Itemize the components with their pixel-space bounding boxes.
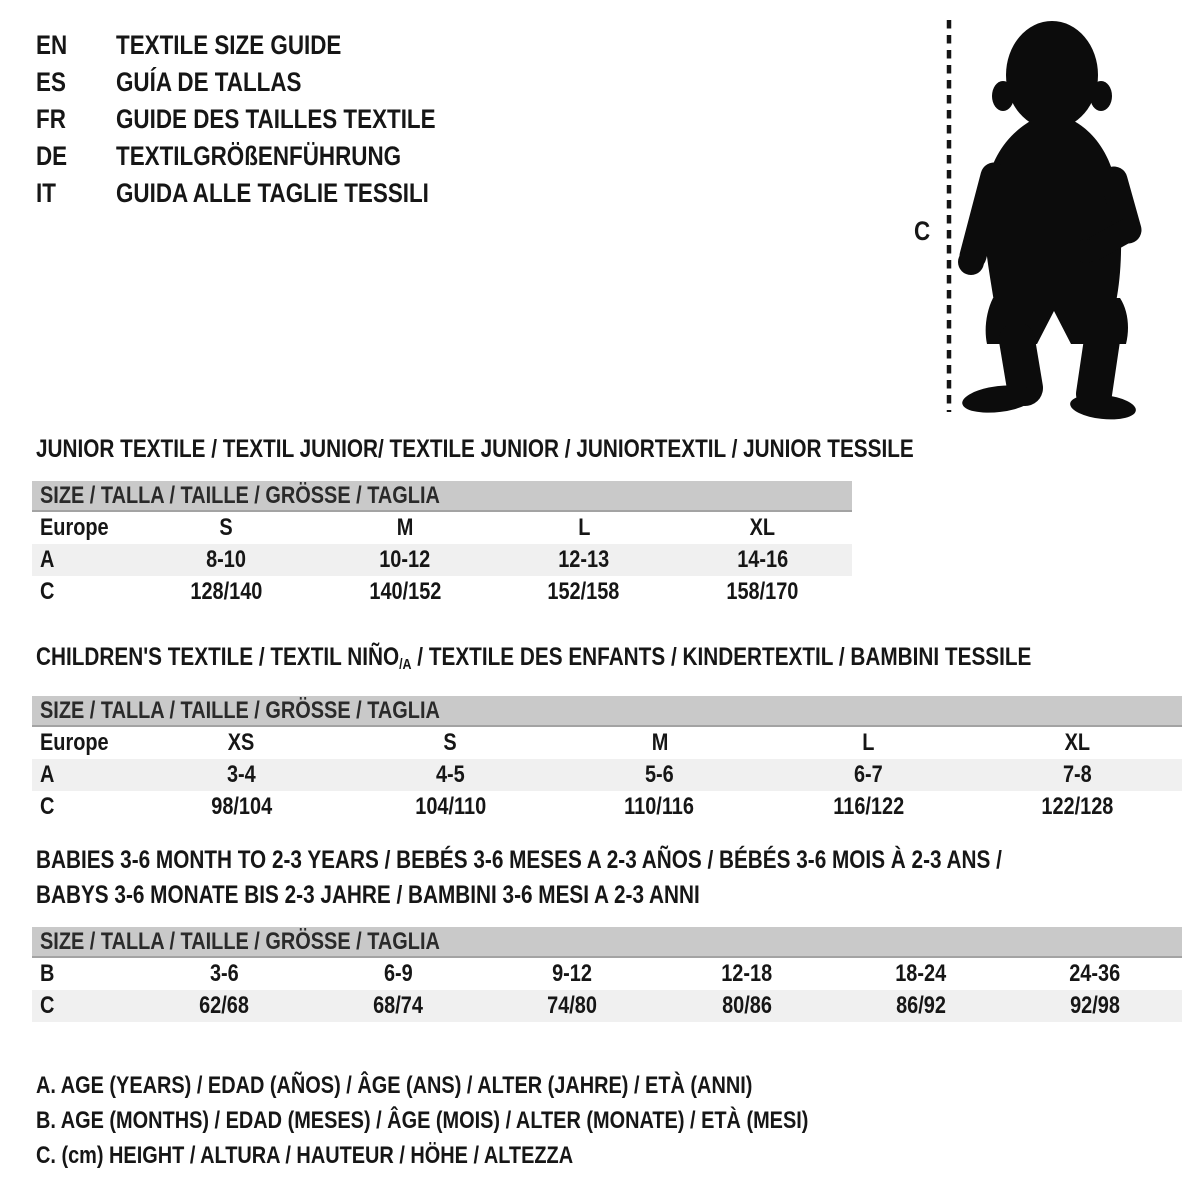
table-cell-value: 152/158 bbox=[547, 578, 620, 605]
size-table-children bbox=[32, 696, 1182, 823]
table-cell-value: S bbox=[219, 514, 234, 541]
table-cell-value: 9-12 bbox=[552, 960, 593, 987]
measurement-legend bbox=[36, 1068, 967, 1173]
row-label-text: Europe bbox=[40, 729, 109, 757]
language-guide-title: TEXTILE SIZE GUIDE bbox=[116, 30, 342, 60]
table-cell bbox=[485, 992, 659, 1020]
table-cell-value: 3-4 bbox=[227, 761, 256, 789]
table-cell-value: 5-6 bbox=[645, 761, 674, 789]
table-cell bbox=[137, 960, 311, 988]
table-cell-value: 7-8 bbox=[1063, 761, 1092, 789]
table-cell-value: 140/152 bbox=[369, 578, 442, 605]
table-cell bbox=[137, 992, 311, 1020]
table-cell bbox=[495, 514, 674, 542]
row-label bbox=[32, 992, 137, 1020]
title-segment: BABIES 3-6 MONTH TO 2-3 YEARS / BEBÉS 3-6 MESES A 2-3 AÑOS / BÉBÉS 3-6 MOIS À 2-3 ANS / bbox=[36, 846, 1002, 874]
legend-line-text: A. AGE (YEARS) / EDAD (AÑOS) / ÂGE (ANS) / ALTER (JAHRE) / ETÀ (ANNI) bbox=[36, 1072, 753, 1099]
table-row bbox=[32, 727, 1182, 759]
table-cell-value: 62/68 bbox=[199, 992, 250, 1019]
table-row bbox=[32, 958, 1182, 990]
table-cell-value: XS bbox=[228, 729, 255, 757]
section-title bbox=[36, 878, 1182, 913]
table-cell-value: 86/92 bbox=[895, 992, 946, 1019]
language-row-en bbox=[36, 27, 501, 64]
language-guide-title: GUIDE DES TAILLES TEXTILE bbox=[116, 104, 436, 134]
table-cell bbox=[495, 546, 674, 574]
row-label-text: B bbox=[40, 960, 55, 987]
language-code-text: IT bbox=[36, 178, 56, 208]
section-title bbox=[36, 843, 1182, 878]
table-cell bbox=[660, 960, 834, 988]
table-row bbox=[32, 791, 1182, 823]
table-cell-value: 110/116 bbox=[624, 793, 695, 821]
table-cell bbox=[311, 992, 485, 1020]
table-row bbox=[32, 544, 852, 576]
row-label bbox=[32, 793, 137, 821]
table-cell bbox=[137, 729, 346, 757]
section-babies bbox=[32, 843, 1182, 1022]
table-cell bbox=[1008, 992, 1182, 1020]
size-table-babies bbox=[32, 927, 1182, 1022]
table-cell-value: 92/98 bbox=[1069, 992, 1120, 1019]
row-label bbox=[32, 514, 137, 542]
table-cell bbox=[555, 761, 764, 789]
language-code bbox=[36, 141, 116, 172]
table-row bbox=[32, 759, 1182, 791]
table-cell-value: 12-13 bbox=[558, 546, 610, 573]
size-table-junior bbox=[32, 481, 852, 608]
table-cell bbox=[973, 793, 1182, 821]
language-code bbox=[36, 104, 116, 135]
table-cell bbox=[673, 514, 852, 542]
table-cell bbox=[673, 546, 852, 574]
section-title-text bbox=[36, 878, 700, 913]
table-cell-value: M bbox=[396, 514, 414, 541]
row-label bbox=[32, 960, 137, 988]
table-cell bbox=[764, 761, 973, 789]
section-title-text bbox=[36, 640, 1031, 682]
row-label bbox=[32, 546, 137, 574]
section-title-text bbox=[36, 843, 1002, 878]
height-measure-label bbox=[914, 216, 934, 247]
table-cell bbox=[673, 578, 852, 606]
table-cell-value: XL bbox=[1064, 729, 1091, 757]
table-cell bbox=[764, 729, 973, 757]
table-cell-value: 18-24 bbox=[895, 960, 947, 987]
row-label bbox=[32, 761, 137, 789]
language-row-de bbox=[36, 138, 501, 175]
table-cell bbox=[834, 992, 1008, 1020]
row-label-text: A bbox=[40, 546, 55, 573]
table-cell bbox=[834, 960, 1008, 988]
table-cell-value: 158/170 bbox=[726, 578, 799, 605]
row-label bbox=[32, 729, 137, 757]
legend-line-text: B. AGE (MONTHS) / EDAD (MESES) / ÂGE (MOIS) / ALTER (MONATE) / ETÀ (MESI) bbox=[36, 1107, 809, 1134]
size-header-bar bbox=[32, 696, 1182, 727]
title-segment: / TEXTILE DES ENFANTS / KINDERTEXTIL / BAMBINI TESSILE bbox=[411, 643, 1032, 671]
table-cell bbox=[316, 578, 495, 606]
table-cell bbox=[137, 578, 316, 606]
row-label-text: Europe bbox=[40, 514, 109, 541]
language-row-fr bbox=[36, 101, 501, 138]
table-cell-value: 6-9 bbox=[383, 960, 413, 987]
language-code-text: EN bbox=[36, 30, 68, 60]
table-cell-value: L bbox=[577, 514, 590, 541]
section-title-text bbox=[36, 432, 914, 467]
table-cell bbox=[555, 793, 764, 821]
language-code bbox=[36, 178, 116, 209]
language-guide-title: GUÍA DE TALLAS bbox=[116, 67, 302, 97]
table-cell-value: 74/80 bbox=[547, 992, 598, 1019]
table-cell-value: S bbox=[443, 729, 458, 757]
language-code-text: FR bbox=[36, 104, 66, 134]
section-title bbox=[36, 432, 914, 467]
table-cell bbox=[973, 761, 1182, 789]
table-cell-value: 8-10 bbox=[206, 546, 247, 573]
table-cell-value: 98/104 bbox=[211, 793, 272, 821]
language-code bbox=[36, 30, 116, 61]
size-header-bar bbox=[32, 481, 852, 512]
size-header-text: SIZE / TALLA / TAILLE / GRÖSSE / TAGLIA bbox=[40, 927, 440, 955]
language-code bbox=[36, 67, 116, 98]
row-label-text: C bbox=[40, 578, 55, 605]
height-measure-label-text: C bbox=[914, 216, 931, 246]
table-cell bbox=[555, 729, 764, 757]
section-junior bbox=[32, 432, 914, 608]
table-cell-value: 80/86 bbox=[721, 992, 772, 1019]
table-cell-value: 12-18 bbox=[721, 960, 773, 987]
table-cell-value: 4-5 bbox=[436, 761, 465, 789]
section-children bbox=[32, 640, 1182, 823]
table-row bbox=[32, 990, 1182, 1022]
table-cell-value: 128/140 bbox=[190, 578, 263, 605]
table-cell bbox=[137, 546, 316, 574]
title-segment: JUNIOR TEXTILE / TEXTIL JUNIOR/ TEXTILE JUNIOR / JUNIORTEXTIL / JUNIOR TESSILE bbox=[36, 435, 914, 463]
size-header-text: SIZE / TALLA / TAILLE / GRÖSSE / TAGLIA bbox=[40, 696, 440, 724]
table-cell bbox=[311, 960, 485, 988]
legend-line bbox=[36, 1068, 967, 1103]
table-cell-value: 104/110 bbox=[415, 793, 486, 821]
legend-line bbox=[36, 1103, 967, 1138]
size-header-text: SIZE / TALLA / TAILLE / GRÖSSE / TAGLIA bbox=[40, 481, 440, 509]
table-cell bbox=[764, 793, 973, 821]
table-cell bbox=[495, 578, 674, 606]
measurement-figure bbox=[940, 8, 1152, 420]
table-cell bbox=[316, 546, 495, 574]
table-cell bbox=[485, 960, 659, 988]
title-subscript: /A bbox=[399, 656, 412, 674]
language-guide-title: GUIDA ALLE TAGLIE TESSILI bbox=[116, 178, 429, 208]
legend-line-text: C. (cm) HEIGHT / ALTURA / HAUTEUR / HÖHE / ALTEZZA bbox=[36, 1142, 574, 1169]
language-code-text: ES bbox=[36, 67, 66, 97]
table-cell bbox=[316, 514, 495, 542]
table-cell bbox=[137, 793, 346, 821]
table-cell bbox=[346, 761, 555, 789]
title-segment: BABYS 3-6 MONATE BIS 2-3 JAHRE / BAMBINI 3-6 MESI A 2-3 ANNI bbox=[36, 881, 700, 909]
table-cell-value: L bbox=[862, 729, 875, 757]
table-cell bbox=[137, 761, 346, 789]
table-cell-value: 3-6 bbox=[209, 960, 239, 987]
table-cell-value: 14-16 bbox=[737, 546, 789, 573]
language-row-it bbox=[36, 175, 501, 212]
language-row-es bbox=[36, 64, 501, 101]
toddler-silhouette-icon bbox=[958, 21, 1137, 420]
row-label-text: C bbox=[40, 992, 55, 1019]
table-cell bbox=[973, 729, 1182, 757]
table-cell bbox=[1008, 960, 1182, 988]
row-label-text: C bbox=[40, 793, 55, 821]
table-cell-value: 122/128 bbox=[1041, 793, 1114, 821]
language-guide-title: TEXTILGRÖßENFÜHRUNG bbox=[116, 141, 402, 171]
table-cell-value: 24-36 bbox=[1069, 960, 1121, 987]
table-cell bbox=[660, 992, 834, 1020]
table-cell bbox=[137, 514, 316, 542]
title-segment: CHILDREN'S TEXTILE / TEXTIL NIÑO bbox=[36, 643, 400, 671]
table-cell-value: XL bbox=[749, 514, 776, 541]
table-cell-value: 116/122 bbox=[833, 793, 904, 821]
table-row bbox=[32, 512, 852, 544]
table-cell-value: 6-7 bbox=[854, 761, 883, 789]
section-title bbox=[36, 640, 1182, 682]
row-label bbox=[32, 578, 137, 606]
legend-line bbox=[36, 1138, 967, 1173]
table-cell-value: 10-12 bbox=[379, 546, 431, 573]
language-title-list bbox=[36, 27, 501, 212]
table-cell-value: 68/74 bbox=[373, 992, 424, 1019]
table-cell-value: M bbox=[651, 729, 668, 757]
language-code-text: DE bbox=[36, 141, 68, 171]
table-cell bbox=[346, 793, 555, 821]
row-label-text: A bbox=[40, 761, 55, 789]
table-row bbox=[32, 576, 852, 608]
table-cell bbox=[346, 729, 555, 757]
size-header-bar bbox=[32, 927, 1182, 958]
